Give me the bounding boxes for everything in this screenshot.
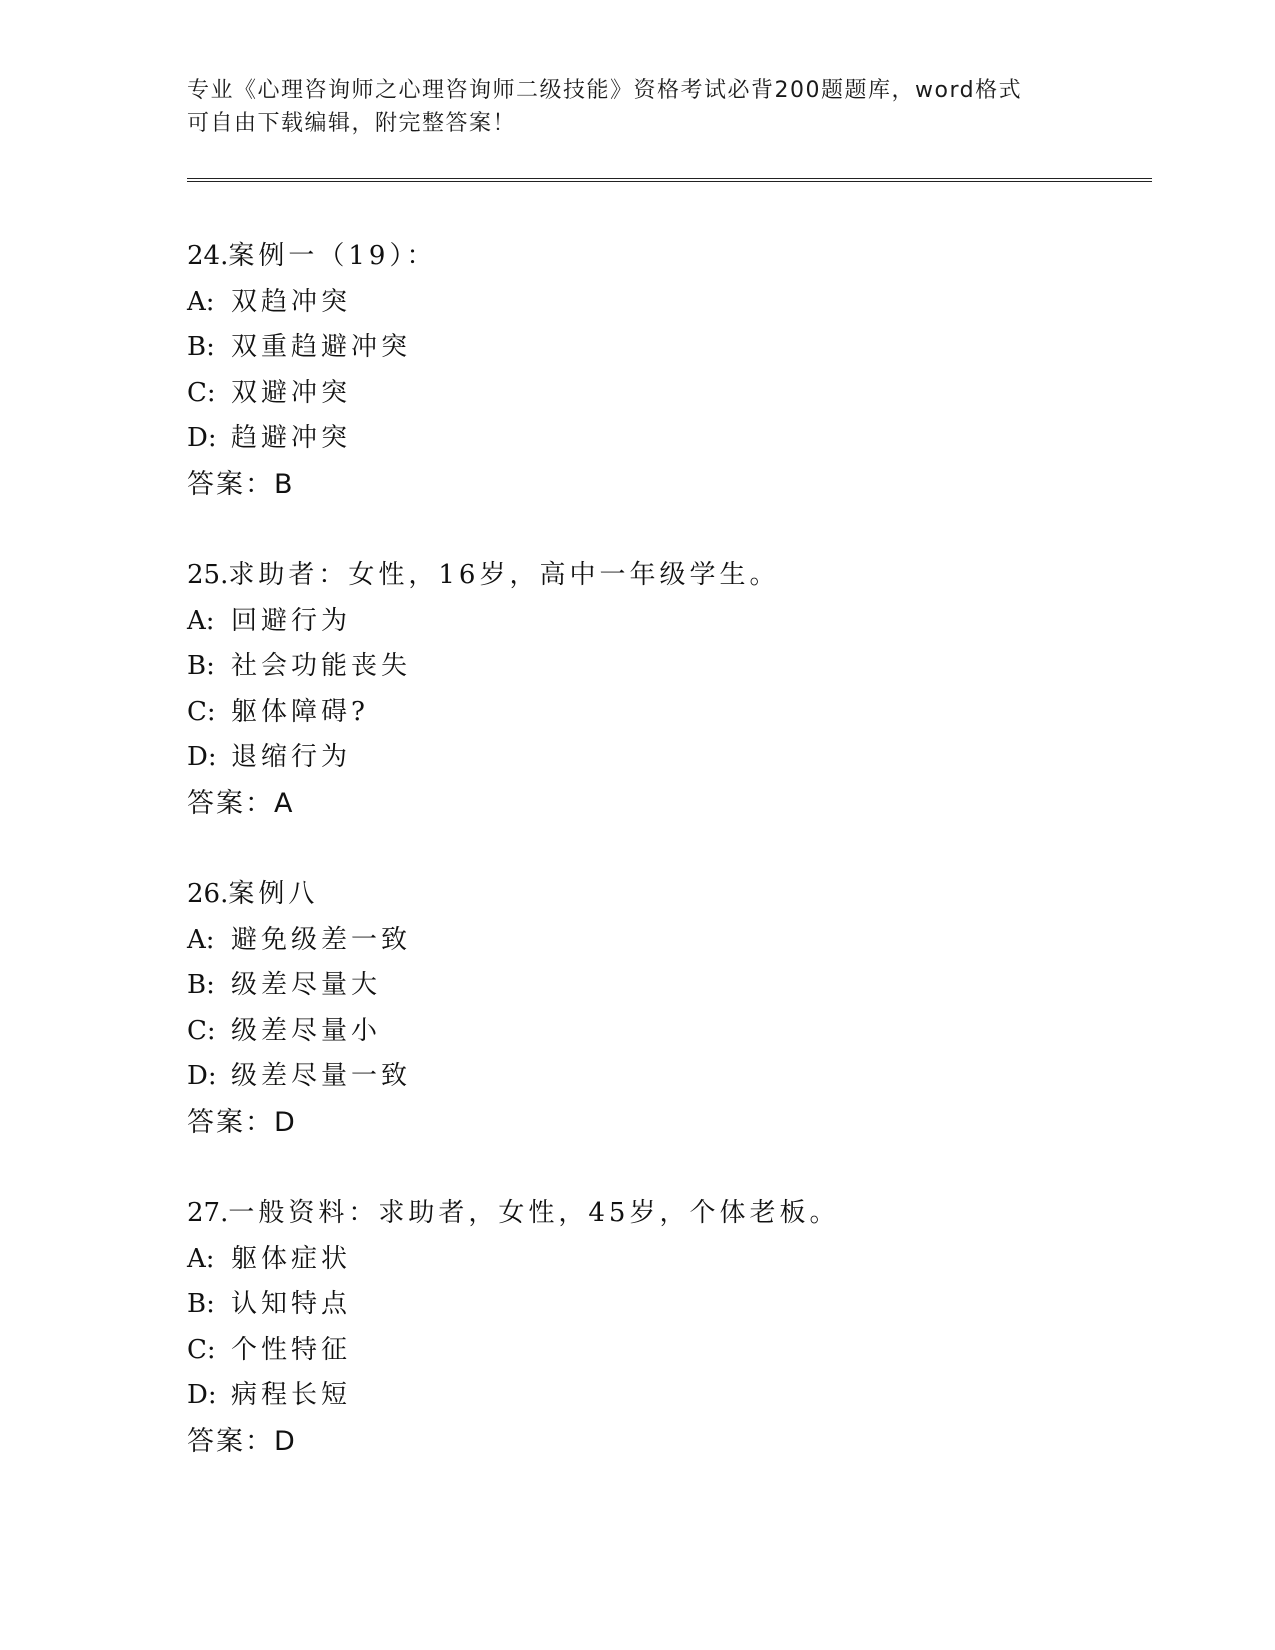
option-text: 级差尽量一致 <box>231 1061 412 1091</box>
question-number: 27. <box>187 1198 229 1228</box>
option-letter: B: <box>187 970 215 1000</box>
option-c <box>187 1009 1087 1055</box>
question-block <box>187 234 1087 507</box>
header-divider <box>187 178 1152 182</box>
option-text: 双趋冲突 <box>231 286 352 317</box>
option-text: 躯体障碍? <box>231 696 369 727</box>
question-number: 24. <box>187 241 229 271</box>
question-number: 26. <box>187 879 229 909</box>
question-text: 一般资料：求助者，女性，45岁，个体老板。 <box>228 1198 840 1228</box>
option-b <box>187 1282 1087 1328</box>
question-stem <box>187 234 1087 280</box>
question-text: 求助者：女性，16岁，高中一年级学生。 <box>228 560 780 590</box>
option-d <box>187 1373 1087 1419</box>
option-d <box>187 416 1087 462</box>
option-text: 级差尽量大 <box>231 970 382 1000</box>
option-text: 病程长短 <box>231 1380 352 1410</box>
option-letter: C: <box>187 377 216 408</box>
option-a <box>187 918 1087 964</box>
option-a <box>187 1237 1087 1283</box>
option-text: 双避冲突 <box>231 377 352 408</box>
question-stem <box>187 1191 1087 1237</box>
option-text: 双重趋避冲突 <box>231 332 412 362</box>
question-text: 案例八 <box>228 879 319 909</box>
option-text: 级差尽量小 <box>231 1015 382 1046</box>
option-d <box>187 735 1087 781</box>
option-text: 社会功能丧失 <box>231 651 412 681</box>
option-letter: B: <box>187 651 215 681</box>
option-text: 退缩行为 <box>231 742 352 772</box>
option-c <box>187 1328 1087 1374</box>
option-text: 回避行为 <box>231 605 352 636</box>
option-c <box>187 690 1087 736</box>
option-a <box>187 280 1087 326</box>
option-letter: B: <box>187 332 215 362</box>
question-block <box>187 872 1087 1145</box>
option-b <box>187 644 1087 690</box>
option-letter: D: <box>187 742 217 772</box>
option-letter: C: <box>187 696 216 727</box>
question-stem <box>187 553 1087 599</box>
option-text: 认知特点 <box>231 1289 352 1319</box>
answer-line: 答案：A <box>187 787 295 819</box>
option-letter: D: <box>187 1380 217 1410</box>
question-block <box>187 1191 1087 1464</box>
answer-line: 答案：D <box>187 1106 297 1138</box>
question-number: 25. <box>187 560 229 590</box>
option-d <box>187 1054 1087 1100</box>
answer-line: 答案：D <box>187 1425 297 1457</box>
option-letter: A: <box>187 605 215 636</box>
option-letter: A: <box>187 1243 215 1274</box>
header-line-2: 可自由下载编辑，附完整答案！ <box>187 111 517 136</box>
option-b <box>187 325 1087 371</box>
option-b <box>187 963 1087 1009</box>
option-letter: B: <box>187 1289 215 1319</box>
option-a <box>187 599 1087 645</box>
question-text: 案例一（19）： <box>228 241 437 271</box>
answer-line: 答案：B <box>187 468 295 500</box>
document-header <box>187 74 1087 140</box>
header-line-1: 专业《心理咨询师之心理咨询师二级技能》资格考试必背200题题库，word格式 <box>187 78 1023 103</box>
option-c <box>187 371 1087 417</box>
option-letter: A: <box>187 286 215 317</box>
option-text: 避免级差一致 <box>231 924 412 955</box>
option-letter: D: <box>187 423 217 453</box>
question-stem <box>187 872 1087 918</box>
option-letter: C: <box>187 1334 216 1365</box>
option-text: 躯体症状 <box>231 1243 352 1274</box>
option-letter: C: <box>187 1015 216 1046</box>
option-letter: A: <box>187 924 215 955</box>
option-text: 趋避冲突 <box>231 423 352 453</box>
question-block <box>187 553 1087 826</box>
option-text: 个性特征 <box>231 1334 352 1365</box>
option-letter: D: <box>187 1061 217 1091</box>
